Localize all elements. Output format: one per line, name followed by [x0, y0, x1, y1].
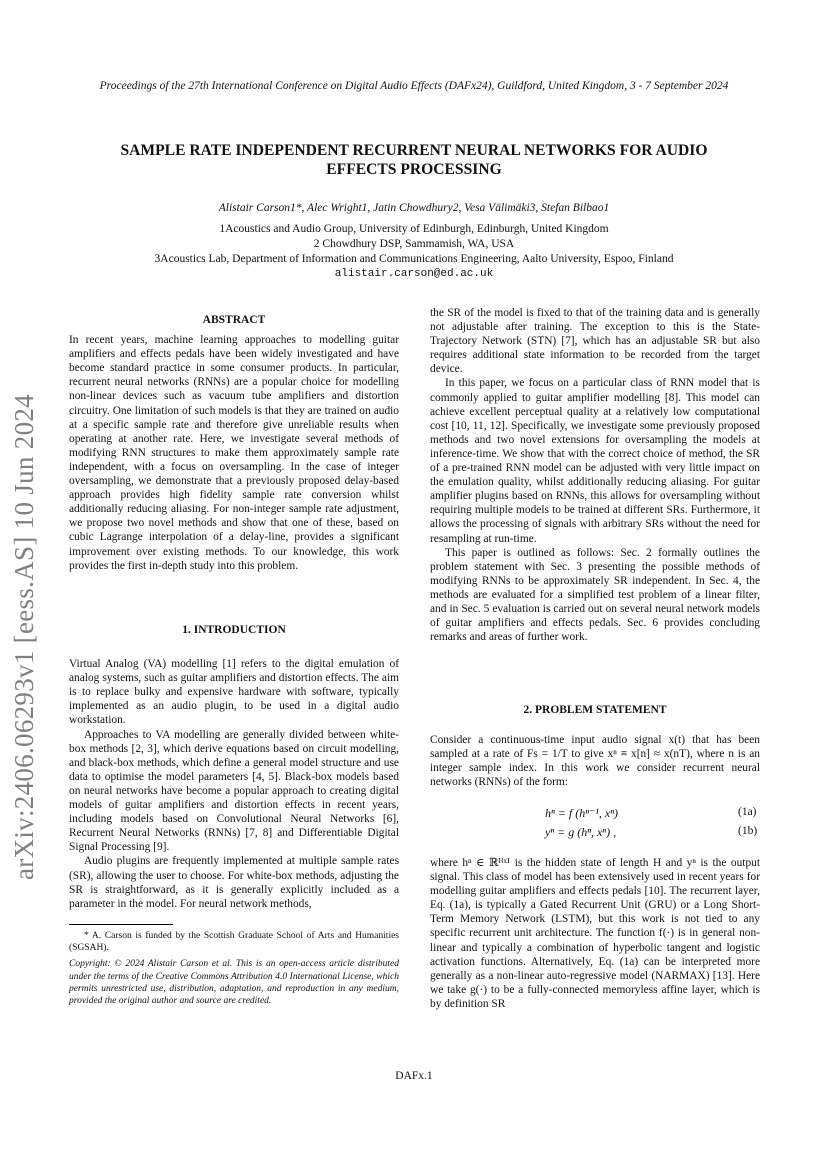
abstract-text: In recent years, machine learning approaches to modelling guitar amplifiers and effects pedals have been widely investigated and have become standard practice in some consumer products. In particular, recurrent neural networks (RNNs) are a popular choice for modelling non-linear devices such as vacuum tube amplifiers and distortion circuitry. One limitation of such models is that they are trained on audio at a specific sample rate and therefore give unreliable results when operating at another rate. Here, we investigate several methods of modifying RNN structures to make them approximately sample rate independent, with a focus on oversampling. In the case of integer oversampling, we demonstrate that a previously proposed delay-based approach provides high fidelity sample rate conversion whilst additionally reducing aliasing. For non-integer sample rate adjustment, we propose two novel methods and show that one of these, based on cubic Lagrange interpolation of a delay-line, provides a significant improvement over existing methods. To our knowledge, this work provides the first in-depth study into this problem. [69, 334, 399, 572]
right-paragraph-3: This paper is outlined as follows: Sec. 2 formally outlines the problem statement with Sec. 3 presenting the possible methods of modifying RNNs to be approximately SR independent. In Sec. 4, the methods are evaluated for a simplified test problem of a linear filter, and in Sec. 5 evaluation is carried out on several neural network models of guitar amplifiers and effects pedals. Sec. 6 provides concluding remarks and areas of further work. [430, 546, 760, 644]
problem-section [430, 703, 760, 789]
abstract-heading: ABSTRACT [202, 314, 266, 326]
affiliation-2: 2 Chowdhury DSP, Sammamish, WA, USA [313, 238, 515, 250]
left-column [69, 313, 399, 573]
right-paragraph-2: In this paper, we focus on a particular class of RNN model that is commonly applied to guitar amplifier modelling [8]. This model can achieve excellent perceptual quality at a relatively low computational cost [10, 11, 12]. Specifically, we investigate some previously proposed methods and two novel extensions for oversampling the models at inference-time. We show that with the correct choice of method, the SR of a pre-trained RNN model can be adjusted with very little impact on the emulation quality, whilst additionally reducing aliasing. For guitar amplifier plugins based on RNNs, this allows for oversampling without requiring multiple models to be trained at different SRs. Furthermore, it allows the processing of signals with arbitrary SRs without the need for resampling at run-time. [430, 377, 760, 545]
intro-paragraph-1: Virtual Analog (VA) modelling [1] refers to the digital emulation of analog systems, such as guitar amplifiers and distortion effects. The aim is to replace bulky and expensive hardware with software, typically implemented as an audio plugin, to be used in a digital audio workstation. [69, 658, 399, 727]
right-paragraph-1: the SR of the model is fixed to that of the training data and is generally not adjustable after training. The exception to this is the State-Trajectory Network (STN) [7], which has an adjustable SR but also requires additional state information to be recorded from the target device. [430, 307, 760, 376]
affiliation-3: 3Acoustics Lab, Department of Information and Communications Engineering, Aalto University, Espoo, Finland [154, 253, 674, 265]
problem-continued [430, 856, 760, 1011]
page-number: DAFx.1 [395, 1070, 433, 1082]
intro-heading: 1. INTRODUCTION [182, 624, 286, 636]
equation-1b: yⁿ = g (hⁿ, xⁿ) , [545, 825, 617, 839]
footnote-rule [69, 924, 173, 925]
intro-paragraph-2: Approaches to VA modelling are generally divided between white-box methods [2, 3], which derive equations based on circuit modelling, and black-box methods, which define a general model structure and use data to optimise the model parameters [4, 5]. Black-box models based on neural networks have become a popular approach to creating digital models of guitar amplifiers and distortion effects in recent years, including models based on Convolutional Neural Networks [6], Recurrent Neural Networks (RNNs) [7, 8] and Differentiable Digital Signal Processing [9]. [69, 728, 399, 854]
problem-paragraph-1: Consider a continuous-time input audio signal x(t) that has been sampled at a rate of Fs = 1/T to give xⁿ ≡ x[n] ≈ x(nT), where n is an integer sample index. In this work we consider recurrent neural networks (RNNs) of the form: [430, 734, 760, 789]
right-column [430, 306, 760, 644]
contact-email: alistair.carson@ed.ac.uk [334, 268, 494, 280]
problem-paragraph-2: where hⁿ ∈ ℝᴴˣ¹ is the hidden state of length H and yⁿ is the output signal. This class of model has been extensively used in recent years for modelling guitar amplifiers and effects pedals [10]. The recurrent layer, Eq. (1a), is typically a Gated Recurrent Unit (GRU) or a Long Short-Term Memory Network (LSTM), but this work is not tied to any specific recurrent unit architecture. The function f(·) is in general non-linear and typically a combination of hyperbolic tangent and logistic activation functions. Alternatively, Eq. (1a) can be interpreted more generally as a non-linear auto-regressive model (NARMAX) [13]. Here we take g(·) to be a fully-connected memoryless affine layer, which is by definition SR [430, 857, 760, 1010]
affiliation-1: 1Acoustics and Audio Group, University of Edinburgh, Edinburgh, United Kingdom [219, 223, 609, 235]
paper-title: SAMPLE RATE INDEPENDENT RECURRENT NEURAL NETWORKS FOR AUDIO EFFECTS PROCESSING [120, 142, 708, 178]
arxiv-identifier: arXiv:2406.06293v1 [eess.AS] 10 Jun 2024 [9, 394, 39, 880]
copyright-footnote: Copyright: © 2024 Alistair Carson et al. This is an open-access article distributed under the terms of the Creative Commons Attribution 4.0 International License, which permits unrestricted use, distribution, adaptation, and reproduction in any medium, provided the original author and source are credited. [69, 959, 399, 1007]
equation-1b-number: (1b) [738, 825, 758, 837]
intro-section [69, 623, 399, 911]
author-list: Alistair Carson1*, Alec Wright1, Jatin Chowdhury2, Vesa Välimäki3, Stefan Bilbao1 [218, 202, 610, 214]
problem-heading: 2. PROBLEM STATEMENT [523, 704, 667, 716]
intro-paragraph-3: Audio plugins are frequently implemented at multiple sample rates (SR), allowing the user to choose. For white-box methods, adjusting the SR is straightforward, as it is generally explicitly included as a parameter in the model. For neural network methods, [69, 855, 399, 910]
funding-footnote: * A. Carson is funded by the Scottish Graduate School of Arts and Humanities (SGSAH). [69, 931, 399, 954]
equation-1a-number: (1a) [738, 806, 757, 818]
footnotes [69, 930, 399, 1007]
conference-header: Proceedings of the 27th International Conference on Digital Audio Effects (DAFx24), Guildford, United Kingdom, 3 - 7 September 2024 [99, 80, 729, 92]
equation-1a: hⁿ = f (hⁿ⁻¹, xⁿ) [545, 806, 619, 820]
